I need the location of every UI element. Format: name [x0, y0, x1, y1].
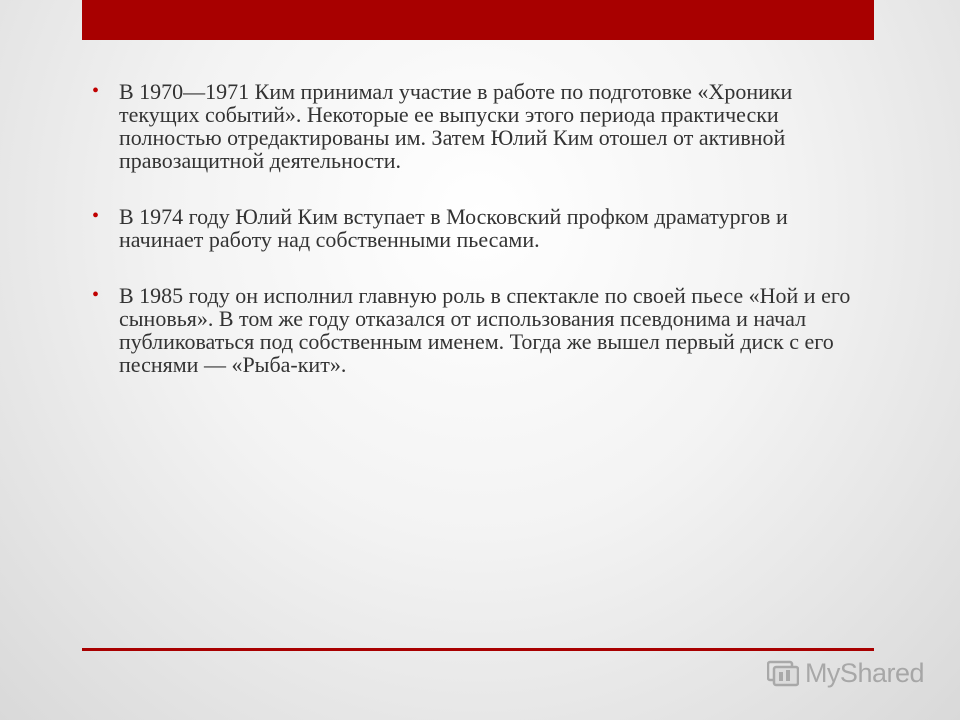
- bullet-dot: •: [92, 205, 100, 227]
- slide-content: [92, 80, 852, 409]
- bullet-text: В 1970—1971 Ким принимал участие в работе по подготовке «Хроники текущих событий». Некоторые ее выпуски этого периода практически полностью отредактированы им. Затем Юлий Ким отошел от активной правозащитной деятельности.: [119, 79, 793, 173]
- bullet-item-1: [92, 80, 852, 172]
- bullet-item-3: [92, 284, 852, 376]
- bullet-text: В 1974 году Юлий Ким вступает в Московский профком драматургов и начинает работу над собственными пьесами.: [119, 204, 788, 252]
- watermark-text: MyShared: [804, 657, 924, 688]
- myshared-watermark: [767, 656, 924, 690]
- bottom-accent-line: [82, 648, 874, 651]
- bullet-item-2: [92, 205, 852, 251]
- top-accent-bar: [82, 0, 874, 40]
- myshared-logo-icon: [767, 658, 799, 688]
- bullet-dot: •: [92, 284, 100, 306]
- bullet-text: В 1985 году он исполнил главную роль в спектакле по своей пьесе «Ной и его сыновья». В том же году отказался от использования псевдонима и начал публиковаться под собственным именем. Тогда же вышел первый диск с его песнями — «Рыба-кит».: [119, 283, 851, 377]
- bullet-dot: •: [92, 80, 100, 102]
